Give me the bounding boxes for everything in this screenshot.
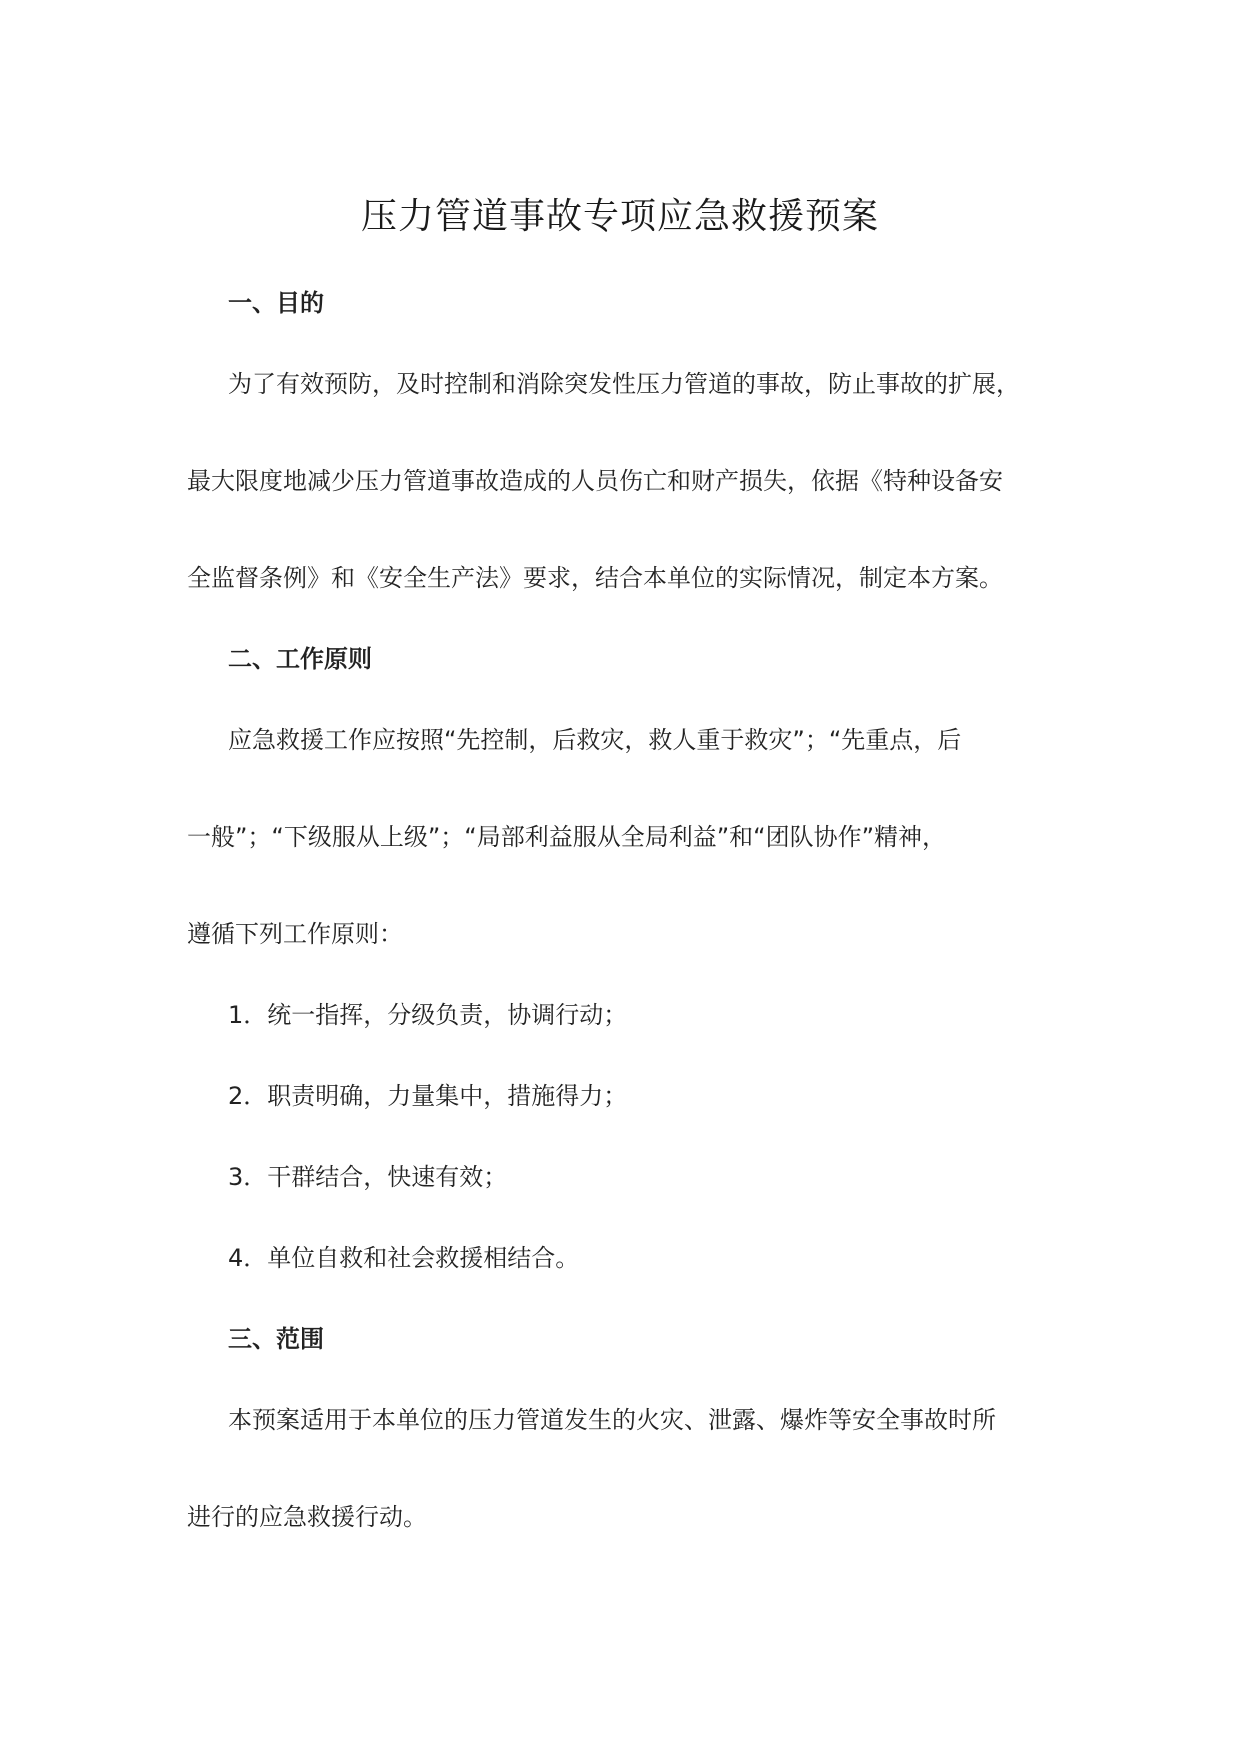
document-title: 压力管道事故专项应急救援预案 (360, 196, 879, 237)
paragraph-line: 应急救援工作应按照“先控制，后救灾，救人重于救灾”；“先重点，后 (228, 726, 962, 754)
paragraph-line: 进行的应急救援行动。 (187, 1503, 427, 1531)
list-item: 4．单位自救和社会救援相结合。 (228, 1244, 580, 1272)
list-item: 2．职责明确，力量集中，措施得力； (228, 1082, 628, 1110)
paragraph-line: 最大限度地减少压力管道事故造成的人员伤亡和财产损失，依据《特种设备安 (187, 467, 1003, 495)
paragraph-line: 一般”；“下级服从上级”；“局部利益服从全局利益”和“团队协作”精神， (187, 823, 947, 851)
list-item: 1．统一指挥，分级负责，协调行动； (228, 1001, 628, 1029)
list-item: 3．干群结合，快速有效； (228, 1163, 508, 1191)
paragraph-line: 为了有效预防，及时控制和消除突发性压力管道的事故，防止事故的扩展， (228, 370, 1020, 398)
paragraph-line: 本预案适用于本单位的压力管道发生的火灾、泄露、爆炸等安全事故时所 (228, 1406, 996, 1434)
paragraph-line: 全监督条例》和《安全生产法》要求，结合本单位的实际情况，制定本方案。 (187, 564, 1003, 592)
section-heading-scope: 三、范围 (228, 1325, 324, 1353)
section-heading-principles: 二、工作原则 (228, 645, 372, 673)
paragraph-line: 遵循下列工作原则： (187, 920, 403, 948)
section-heading-purpose: 一、目的 (228, 289, 324, 317)
